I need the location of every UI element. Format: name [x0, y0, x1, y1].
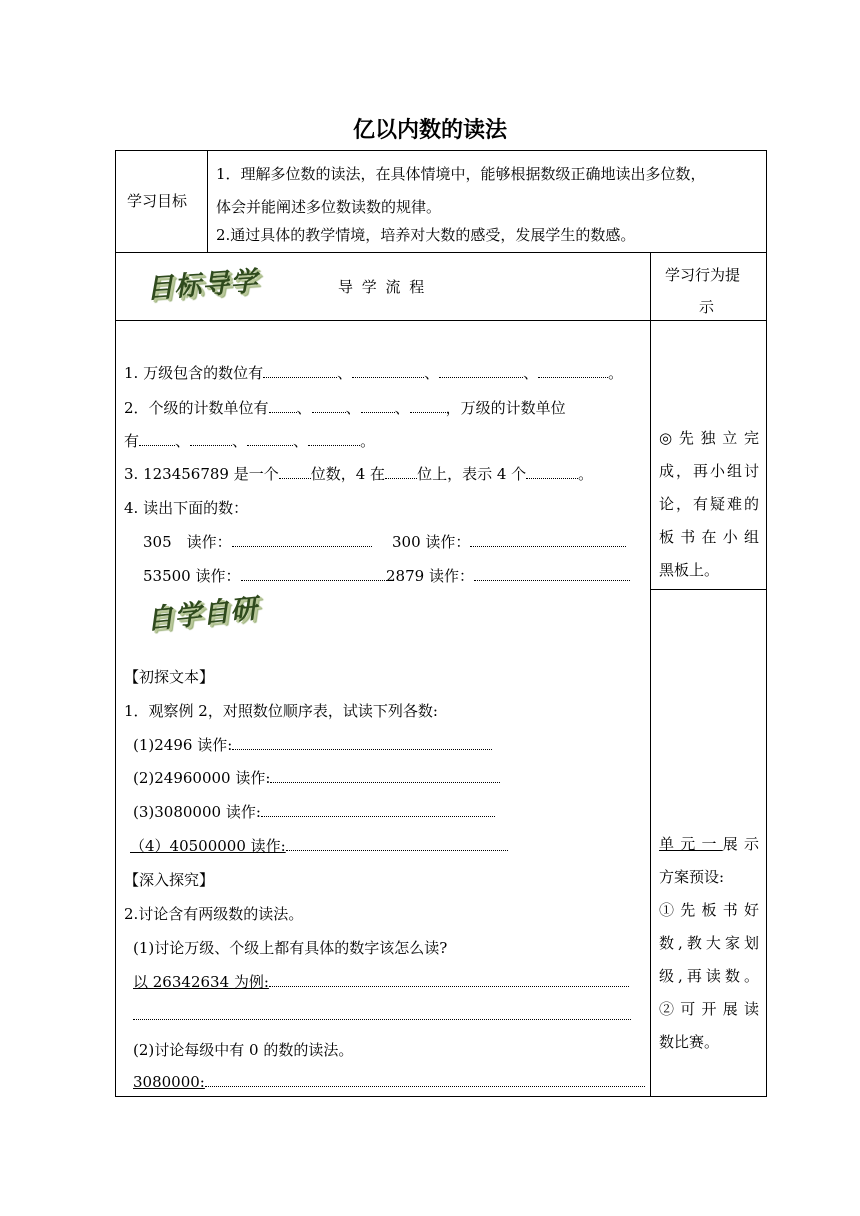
read-2879: [386, 565, 630, 586]
heading-initial-exploration: 【初探文本】: [124, 668, 215, 686]
table-rule: [650, 252, 651, 1097]
exercise-2-intro: 2.讨论含有两级数的读法。: [124, 905, 304, 923]
question-3-text-a: 3. 123456789 是一个: [124, 465, 279, 483]
blank[interactable]: [190, 431, 232, 446]
example-3080000: [133, 1072, 645, 1091]
answer-blank[interactable]: [205, 1072, 645, 1087]
table-rule: [115, 320, 767, 321]
answer-blank[interactable]: [261, 802, 495, 817]
table-rule: [115, 252, 767, 253]
answer-blank[interactable]: [470, 532, 626, 547]
read-53500: [143, 565, 387, 586]
blank[interactable]: [526, 464, 578, 479]
question-1-text: 1. 万级包含的数位有: [124, 364, 264, 382]
question-2-line-2: 有 、 、 、 。: [124, 432, 376, 450]
hint-2-line: ②可开展读: [659, 1000, 759, 1018]
exercise-1-intro: 1．观察例 2，对照数位顺序表，试读下列各数:: [124, 702, 438, 720]
answer-blank[interactable]: [270, 768, 500, 783]
answer-blank[interactable]: [286, 836, 508, 851]
blank[interactable]: [538, 363, 608, 378]
blank[interactable]: [410, 398, 446, 413]
answer-blank[interactable]: [232, 532, 372, 547]
hint-2-line: 方案预设:: [659, 868, 725, 886]
hint-heading-line-2: 示: [699, 298, 715, 316]
question-1: 1. 万级包含的数位有 、 、 、 。: [124, 364, 624, 382]
question-2-text-line-2: 有: [124, 432, 140, 450]
answer-blank[interactable]: [241, 566, 387, 581]
blank[interactable]: [385, 464, 417, 479]
answer-blank[interactable]: [232, 735, 492, 750]
hint-2-line: 数比赛。: [659, 1033, 720, 1051]
blank[interactable]: [308, 431, 360, 446]
question-2-text: 2．个级的计数单位有: [124, 399, 269, 417]
example-26342634: [133, 971, 629, 992]
item-4-label: （4）40500000 读作:: [130, 837, 286, 855]
hint-2-line: 数,教大家划: [659, 934, 759, 952]
question-2: 2．个级的计数单位有 、 、 、 ，万级的计数单位: [124, 399, 566, 417]
objectives-line-3: 2.通过具体的教学情境，培养对大数的感受，发展学生的数感。: [216, 226, 636, 244]
badge-goal-guide: 目标导学: [145, 266, 260, 305]
question-4: 4. 读出下面的数：: [124, 499, 249, 517]
table-rule: [650, 589, 767, 590]
answer-blank[interactable]: [133, 1005, 631, 1020]
blank[interactable]: [279, 464, 311, 479]
hint-1-line: 论，有疑难的: [659, 495, 759, 513]
hint-block-1: [659, 422, 759, 587]
flow-heading: 导 学 流 程: [338, 278, 427, 296]
table-rule: [207, 150, 208, 252]
blank[interactable]: [139, 431, 175, 446]
blank[interactable]: [247, 431, 293, 446]
exercise-2-part-1: (1)讨论万级、个级上都有具体的数字该怎么读?: [133, 939, 448, 957]
hint-2-title-line: [659, 828, 759, 861]
hint-2-line: ①先板书好: [659, 901, 759, 919]
hint-heading-line-1: 学习行为提: [665, 266, 741, 284]
page-title: 亿以内数的读法: [352, 118, 507, 143]
hint-block-2: [659, 828, 759, 1059]
read-300: [392, 531, 626, 552]
read-305-label: 305 读作：: [143, 533, 232, 551]
hint-2-line: 级,再读数。: [659, 967, 759, 985]
read-2879-label: 2879 读作：: [386, 567, 474, 585]
hint-2-title-rest: 展示: [722, 835, 759, 853]
objectives-line-2: 体会并能阐述多位数读数的规律。: [216, 198, 442, 216]
exercise-2-part-2: (2)讨论每级中有 0 的数的读法。: [133, 1041, 354, 1059]
example-26342634-line-2: [133, 1005, 631, 1024]
objectives-line-1: 1．理解多位数的读法，在具体情境中，能够根据数级正确地读出多位数，: [216, 165, 706, 183]
heading-deep-exploration: 【深入探究】: [124, 871, 215, 889]
hint-1-line: 黑板上。: [659, 561, 720, 579]
hint-1-line: 板书在小组: [659, 528, 759, 546]
objectives-label: 学习目标: [127, 192, 188, 210]
blank[interactable]: [269, 398, 297, 413]
item-3-label: (3)3080000 读作:: [133, 803, 261, 821]
question-3: 3. 123456789 是一个 位数，4 在 位上，表示 4 个 。: [124, 465, 594, 483]
answer-blank[interactable]: [269, 972, 629, 987]
read-305: [143, 531, 372, 552]
question-3-text-c: 位上，表示 4 个: [417, 465, 527, 483]
question-2-text-mid: ，万级的计数单位: [445, 399, 566, 417]
question-3-text-b: 位数，4 在: [310, 465, 386, 483]
read-53500-label: 53500 读作：: [143, 567, 241, 585]
hint-1-line: ◎先独立完: [659, 429, 759, 447]
unit-one-link: 单元一: [659, 835, 723, 853]
read-300-label: 300 读作：: [392, 533, 471, 551]
item-1-label: (1)2496 读作:: [133, 736, 233, 754]
exercise-1-item-3: [133, 801, 495, 822]
badge-self-study: 自学自研: [145, 593, 260, 636]
blank[interactable]: [352, 363, 424, 378]
blank[interactable]: [361, 398, 395, 413]
exercise-1-item-1: [133, 734, 492, 755]
example-1-label: 以 26342634 为例:: [133, 973, 269, 991]
exercise-1-item-2: [133, 767, 500, 788]
hint-1-line: 成，再小组讨: [659, 462, 759, 480]
blank[interactable]: [439, 363, 523, 378]
blank[interactable]: [312, 398, 346, 413]
example-2-label: 3080000:: [133, 1073, 205, 1091]
blank[interactable]: [263, 363, 337, 378]
answer-blank[interactable]: [474, 566, 630, 581]
item-2-label: (2)24960000 读作:: [133, 769, 271, 787]
exercise-1-item-4: [130, 835, 508, 856]
